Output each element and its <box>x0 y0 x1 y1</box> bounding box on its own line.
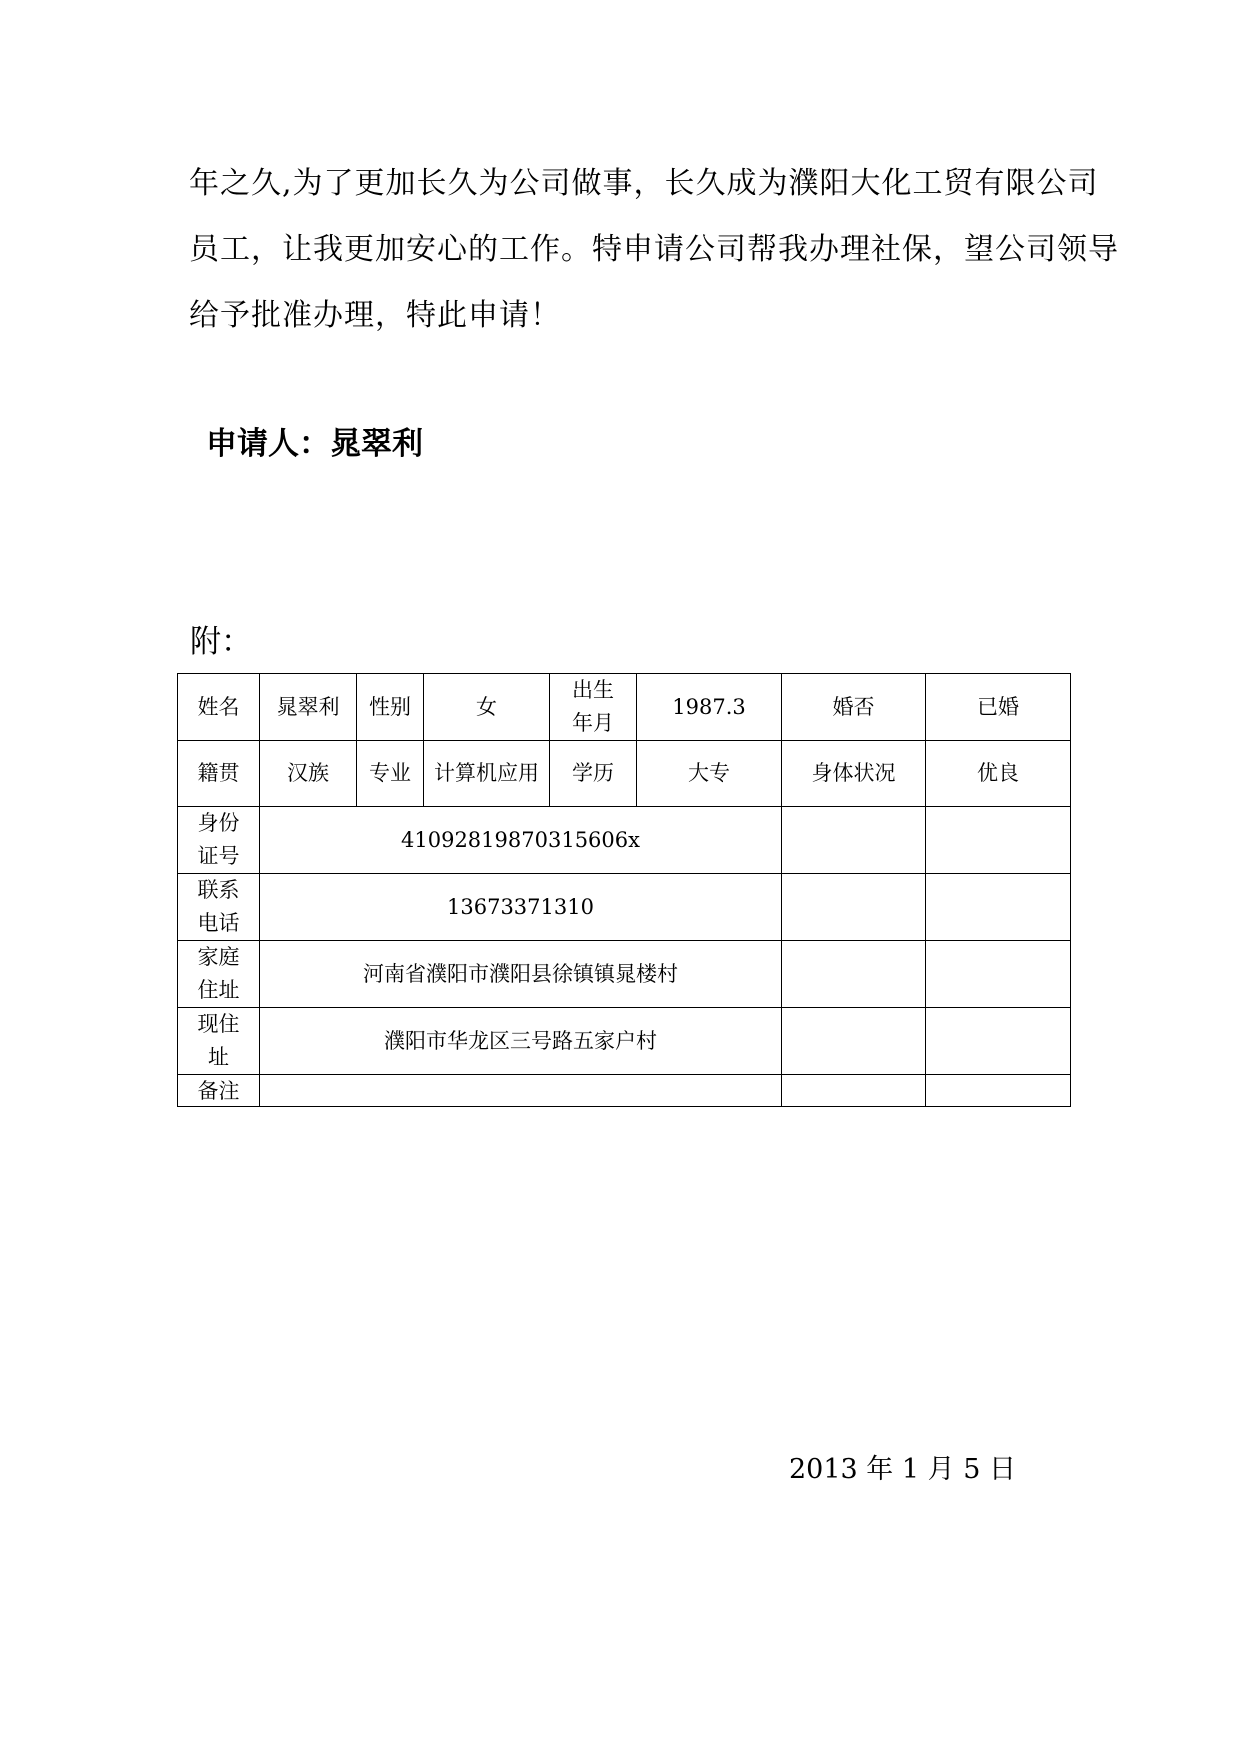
major-value: 计算机应用 <box>434 761 539 785</box>
current-value: 濮阳市华龙区三号路五家户村 <box>260 1008 782 1075</box>
gender-label: 性别 <box>357 674 424 741</box>
health-label: 身体状况 <box>782 741 926 807</box>
birth-label-cell <box>550 674 637 741</box>
empty-cell <box>926 1008 1071 1075</box>
current-label-cell <box>178 1008 260 1075</box>
notes-label: 备注 <box>178 1075 260 1107</box>
applicant-info-table <box>177 673 1071 1107</box>
empty-cell <box>782 1008 926 1075</box>
phone-label-cell <box>178 874 260 941</box>
table-row <box>178 1008 1071 1075</box>
birth-label: 出生年月 <box>572 678 614 735</box>
empty-cell <box>926 807 1071 874</box>
gender-value: 女 <box>424 674 550 741</box>
education-label: 学历 <box>550 741 637 807</box>
document-date: 2013 年 1 月 5 日 <box>789 1454 1016 1485</box>
empty-cell <box>782 941 926 1008</box>
table-row <box>178 674 1071 741</box>
phone-value: 13673371310 <box>260 874 782 941</box>
origin-value: 汉族 <box>260 741 357 807</box>
id-value: 41092819870315606x <box>260 807 782 874</box>
empty-cell <box>782 807 926 874</box>
letter-line-1: 年之久,为了更加长久为公司做事，长久成为濮阳大化工贸有限公司 <box>189 166 1099 201</box>
empty-cell <box>782 874 926 941</box>
id-label-cell <box>178 807 260 874</box>
origin-label: 籍贯 <box>178 741 260 807</box>
empty-cell <box>926 1075 1071 1107</box>
current-label: 现住址 <box>197 1012 240 1069</box>
major-value-cell <box>424 741 550 807</box>
name-value: 晁翠利 <box>260 674 357 741</box>
attachment-label: 附： <box>190 624 252 660</box>
table-row <box>178 941 1071 1008</box>
table-row <box>178 807 1071 874</box>
home-label: 家庭住址 <box>197 945 240 1002</box>
letter-line-3: 给予批准办理，特此申请！ <box>189 298 561 333</box>
marital-label: 婚否 <box>782 674 926 741</box>
birth-value: 1987.3 <box>637 674 782 741</box>
empty-cell <box>782 1075 926 1107</box>
name-label: 姓名 <box>178 674 260 741</box>
table-row <box>178 741 1071 807</box>
phone-label: 联系电话 <box>197 878 240 935</box>
major-label: 专业 <box>357 741 424 807</box>
notes-value <box>260 1075 782 1107</box>
table-row <box>178 1075 1071 1107</box>
marital-value: 已婚 <box>926 674 1071 741</box>
applicant-signature: 申请人：晁翠利 <box>206 426 423 462</box>
empty-cell <box>926 874 1071 941</box>
home-label-cell <box>178 941 260 1008</box>
table-row <box>178 874 1071 941</box>
letter-line-2: 员工，让我更加安心的工作。特申请公司帮我办理社保，望公司领导 <box>189 232 1119 267</box>
empty-cell <box>926 941 1071 1008</box>
home-value: 河南省濮阳市濮阳县徐镇镇晁楼村 <box>260 941 782 1008</box>
id-label: 身份证号 <box>197 811 240 868</box>
health-value: 优良 <box>926 741 1071 807</box>
education-value: 大专 <box>637 741 782 807</box>
